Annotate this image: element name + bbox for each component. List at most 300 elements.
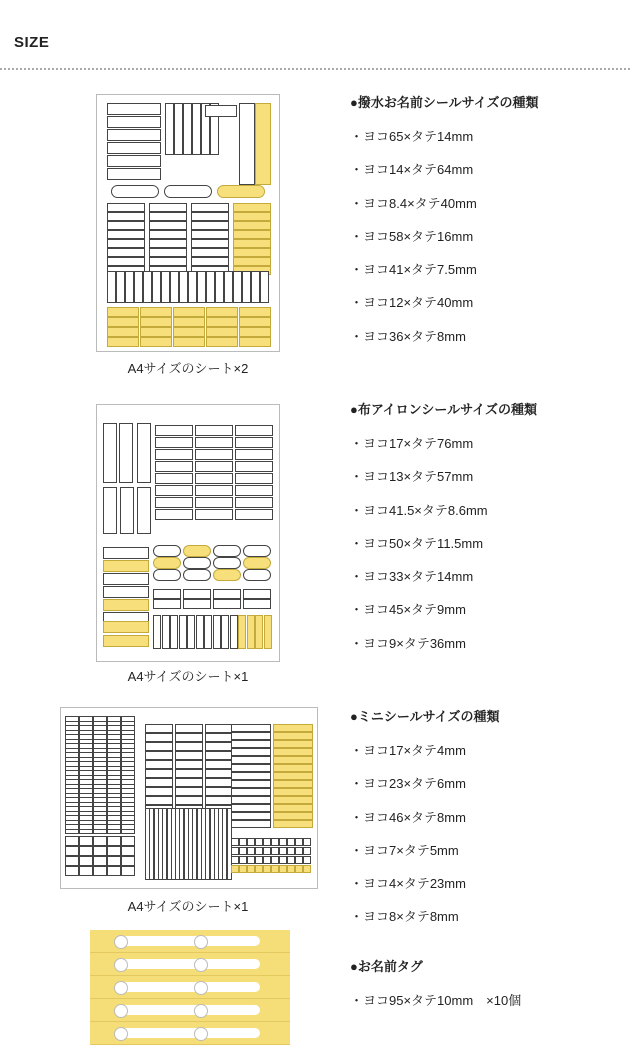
sticker-shape — [271, 838, 279, 846]
sticker-shape — [149, 230, 187, 239]
sticker-shape — [235, 497, 273, 508]
sticker-shape — [235, 473, 273, 484]
sticker-shape — [155, 437, 193, 448]
sticker-shape — [295, 865, 303, 873]
sticker-shape — [206, 327, 238, 337]
sticker-shape — [231, 772, 271, 780]
sticker-shape — [243, 545, 271, 557]
sticker-shape — [175, 769, 203, 778]
sheet-caption-1: A4サイズのシート×2 — [127, 361, 249, 376]
size-item: ・ヨコ23×タテ6mm — [350, 776, 466, 792]
sticker-shape — [233, 212, 271, 221]
sticker-shape — [121, 846, 135, 856]
sticker-shape — [247, 615, 255, 649]
sticker-shape — [230, 615, 238, 649]
sticker-shape — [273, 732, 313, 740]
sticker-shape — [271, 865, 279, 873]
sticker-shape — [273, 788, 313, 796]
sticker-shape — [273, 764, 313, 772]
sticker-shape — [243, 589, 271, 599]
sticker-shape — [243, 569, 271, 581]
sticker-shape — [107, 212, 145, 221]
sticker-shape — [205, 724, 233, 733]
sticker-shape — [183, 569, 211, 581]
sticker-shape — [155, 473, 193, 484]
sticker-shape — [195, 425, 233, 436]
sticker-shape — [231, 804, 271, 812]
sticker-shape — [107, 317, 139, 327]
sticker-shape — [273, 740, 313, 748]
sticker-shape — [239, 337, 271, 347]
sticker-shape — [103, 621, 149, 633]
sticker-shape — [255, 856, 263, 864]
sticker-shape — [149, 248, 187, 257]
sticker-shape — [175, 733, 203, 742]
sticker-shape — [107, 307, 139, 317]
tag-hole-icon — [194, 935, 208, 949]
sticker-shape — [206, 271, 215, 303]
sticker-shape — [140, 317, 172, 327]
sticker-shape — [204, 615, 212, 649]
sticker-shape — [235, 461, 273, 472]
sticker-shape — [303, 847, 311, 855]
tag-hole-icon — [194, 958, 208, 972]
sticker-shape — [206, 307, 238, 317]
sticker-shape — [235, 485, 273, 496]
sticker-shape — [188, 271, 197, 303]
size-item: ・ヨコ13×タテ57mm — [350, 469, 474, 485]
sticker-shape — [239, 856, 247, 864]
sticker-shape — [103, 586, 149, 598]
sticker-shape — [303, 838, 311, 846]
sticker-shape — [152, 271, 161, 303]
size-item: ・ヨコ9×タテ36mm — [350, 635, 466, 651]
size-item: ・ヨコ36×タテ8mm — [350, 328, 466, 344]
sticker-shape — [149, 239, 187, 248]
sticker-shape — [145, 760, 173, 769]
sticker-sheet-mini — [60, 707, 318, 889]
sticker-shape — [162, 615, 170, 649]
tag-hole-icon — [194, 1027, 208, 1041]
sticker-shape — [183, 599, 211, 609]
sticker-shape — [197, 271, 206, 303]
sticker-shape — [279, 856, 287, 864]
sticker-shape — [145, 751, 173, 760]
sticker-shape — [175, 778, 203, 787]
sticker-shape — [233, 239, 271, 248]
sticker-shape — [79, 836, 93, 846]
sticker-shape — [145, 733, 173, 742]
sticker-shape — [145, 769, 173, 778]
sticker-shape — [273, 796, 313, 804]
section-title: ●布アイロンシールサイズの種類 — [350, 402, 538, 417]
sticker-shape — [179, 615, 187, 649]
sticker-shape — [273, 724, 313, 732]
sticker-shape — [273, 748, 313, 756]
sticker-shape — [239, 307, 271, 317]
sticker-shape — [107, 239, 145, 248]
dotted-divider — [0, 68, 630, 70]
size-item: ・ヨコ8.4×タテ40mm — [350, 195, 477, 211]
tag-label-area — [120, 959, 260, 969]
sticker-shape — [231, 788, 271, 796]
sticker-shape — [287, 856, 295, 864]
sticker-shape — [103, 635, 149, 647]
size-item: ・ヨコ41.5×タテ8.6mm — [350, 502, 488, 518]
sticker-shape — [279, 838, 287, 846]
sticker-shape — [255, 103, 271, 185]
sticker-shape — [155, 509, 193, 520]
sticker-shape — [107, 271, 116, 303]
sticker-shape — [103, 599, 149, 611]
sticker-shape — [287, 838, 295, 846]
sticker-shape — [103, 487, 117, 534]
sticker-shape — [107, 116, 161, 128]
sticker-shape — [107, 866, 121, 876]
sticker-shape — [273, 820, 313, 828]
sticker-sheet-iron — [96, 404, 280, 662]
sticker-shape — [205, 751, 233, 760]
sticker-shape — [155, 425, 193, 436]
sticker-shape — [120, 487, 134, 534]
sticker-shape — [107, 203, 145, 212]
sticker-shape — [247, 856, 255, 864]
sticker-shape — [213, 589, 241, 599]
tag-hole-icon — [194, 1004, 208, 1018]
name-tag-illustration — [90, 930, 290, 1045]
name-tag — [90, 999, 290, 1022]
sticker-shape — [107, 327, 139, 337]
sheet-caption-2: A4サイズのシート×1 — [127, 669, 249, 684]
sticker-shape — [205, 787, 233, 796]
sticker-shape — [287, 865, 295, 873]
sticker-shape — [263, 838, 271, 846]
sticker-shape — [137, 423, 151, 483]
sticker-shape — [255, 865, 263, 873]
sticker-shape — [217, 185, 265, 198]
sticker-shape — [238, 615, 246, 649]
sticker-shape — [231, 732, 271, 740]
sticker-shape — [213, 545, 241, 557]
sticker-shape — [173, 307, 205, 317]
sticker-shape — [205, 733, 233, 742]
sticker-shape — [205, 742, 233, 751]
sticker-shape — [149, 221, 187, 230]
sticker-shape — [79, 856, 93, 866]
sticker-shape — [255, 847, 263, 855]
sticker-shape — [206, 317, 238, 327]
sticker-shape — [175, 742, 203, 751]
sticker-shape — [235, 509, 273, 520]
sticker-shape — [173, 337, 205, 347]
sticker-shape — [195, 473, 233, 484]
sticker-shape — [231, 838, 239, 846]
sticker-shape — [273, 780, 313, 788]
size-item: ・ヨコ7×タテ5mm — [350, 842, 459, 858]
tag-label-area — [120, 1028, 260, 1038]
size-item: ・ヨコ65×タテ14mm — [350, 129, 474, 144]
section-title: ●撥水お名前シールサイズの種類 — [350, 95, 539, 110]
sticker-shape — [107, 221, 145, 230]
sticker-shape — [170, 271, 179, 303]
sheet-caption-3: A4サイズのシート×1 — [127, 899, 249, 914]
sticker-shape — [116, 271, 125, 303]
sticker-shape — [121, 866, 135, 876]
sticker-shape — [295, 838, 303, 846]
sticker-shape — [103, 423, 117, 483]
sticker-shape — [140, 307, 172, 317]
sticker-shape — [107, 257, 145, 266]
iron-size-list — [350, 403, 537, 670]
page-title: SIZE — [14, 34, 50, 51]
sticker-shape — [205, 796, 233, 805]
sticker-shape — [125, 271, 134, 303]
sticker-shape — [191, 239, 229, 248]
sticker-shape — [107, 248, 145, 257]
size-item: ・ヨコ50×タテ11.5mm — [350, 535, 484, 551]
sticker-shape — [247, 865, 255, 873]
sticker-shape — [121, 829, 135, 835]
sticker-shape — [215, 271, 224, 303]
sticker-shape — [231, 812, 271, 820]
size-item: ・ヨコ4×タテ23mm — [350, 876, 466, 892]
sticker-shape — [260, 271, 269, 303]
sticker-shape — [231, 847, 239, 855]
sticker-shape — [79, 866, 93, 876]
sticker-shape — [173, 327, 205, 337]
waterproof-size-list — [350, 96, 539, 363]
sticker-shape — [213, 615, 221, 649]
sticker-shape — [251, 271, 260, 303]
sticker-shape — [175, 787, 203, 796]
sticker-shape — [145, 787, 173, 796]
sticker-shape — [271, 856, 279, 864]
sticker-shape — [195, 485, 233, 496]
name-tag — [90, 930, 290, 953]
tag-hole-icon — [114, 981, 128, 995]
sticker-shape — [183, 545, 211, 557]
sticker-shape — [65, 829, 79, 835]
sticker-shape — [233, 248, 271, 257]
sticker-shape — [239, 103, 255, 185]
sticker-shape — [206, 337, 238, 347]
sticker-shape — [233, 221, 271, 230]
sticker-shape — [303, 865, 311, 873]
sticker-shape — [221, 615, 229, 649]
sticker-shape — [107, 129, 161, 141]
sticker-shape — [79, 846, 93, 856]
sticker-shape — [121, 836, 135, 846]
sticker-shape — [153, 569, 181, 581]
sticker-shape — [107, 337, 139, 347]
sticker-shape — [196, 615, 204, 649]
size-item: ・ヨコ14×タテ64mm — [350, 162, 474, 178]
sticker-shape — [231, 856, 239, 864]
sticker-shape — [195, 437, 233, 448]
sticker-shape — [231, 756, 271, 764]
mini-size-list — [350, 710, 500, 944]
sticker-shape — [93, 846, 107, 856]
sticker-shape — [231, 820, 271, 828]
sticker-shape — [231, 796, 271, 804]
sticker-shape — [145, 796, 173, 805]
sticker-shape — [121, 856, 135, 866]
tag-hole-icon — [114, 958, 128, 972]
sticker-shape — [233, 230, 271, 239]
sticker-shape — [183, 557, 211, 569]
sticker-shape — [295, 847, 303, 855]
size-item: ・ヨコ8×タテ8mm — [350, 909, 459, 925]
sticker-shape — [107, 856, 121, 866]
sticker-shape — [213, 557, 241, 569]
sticker-shape — [287, 847, 295, 855]
sticker-shape — [65, 866, 79, 876]
sticker-shape — [191, 221, 229, 230]
sticker-shape — [107, 103, 161, 115]
sticker-shape — [164, 185, 212, 198]
sticker-shape — [235, 437, 273, 448]
name-tag — [90, 1022, 290, 1045]
sticker-shape — [195, 509, 233, 520]
tag-size-list — [350, 960, 521, 1027]
sticker-shape — [140, 327, 172, 337]
sticker-shape — [183, 589, 211, 599]
sticker-shape — [191, 257, 229, 266]
sticker-shape — [224, 271, 233, 303]
section-title: ●お名前タグ — [350, 959, 423, 974]
sticker-shape — [205, 760, 233, 769]
sticker-shape — [233, 257, 271, 266]
sticker-shape — [195, 461, 233, 472]
size-item: ・ヨコ45×タテ9mm — [350, 602, 466, 618]
sticker-shape — [93, 866, 107, 876]
sticker-shape — [213, 569, 241, 581]
sticker-shape — [155, 497, 193, 508]
sticker-shape — [140, 337, 172, 347]
sticker-shape — [195, 497, 233, 508]
sticker-shape — [273, 804, 313, 812]
size-item: ・ヨコ33×タテ14mm — [350, 569, 474, 585]
sticker-shape — [235, 449, 273, 460]
sticker-shape — [239, 317, 271, 327]
sticker-shape — [187, 615, 195, 649]
sticker-shape — [191, 203, 229, 212]
sticker-shape — [175, 751, 203, 760]
sticker-shape — [149, 257, 187, 266]
sticker-shape — [155, 449, 193, 460]
sticker-shape — [175, 760, 203, 769]
sticker-shape — [145, 724, 173, 733]
sticker-shape — [243, 599, 271, 609]
sticker-shape — [145, 742, 173, 751]
sticker-shape — [239, 838, 247, 846]
sticker-shape — [231, 865, 239, 873]
sticker-shape — [107, 168, 161, 180]
tag-label-area — [120, 936, 260, 946]
sticker-shape — [107, 846, 121, 856]
sticker-shape — [191, 212, 229, 221]
sticker-shape — [119, 423, 133, 483]
sticker-shape — [243, 557, 271, 569]
sticker-shape — [153, 557, 181, 569]
sticker-shape — [231, 764, 271, 772]
sticker-shape — [264, 615, 272, 649]
sticker-shape — [107, 836, 121, 846]
sticker-shape — [263, 865, 271, 873]
sticker-shape — [239, 847, 247, 855]
sticker-shape — [263, 847, 271, 855]
sticker-shape — [273, 812, 313, 820]
sticker-shape — [107, 230, 145, 239]
sticker-shape — [255, 838, 263, 846]
size-item: ・ヨコ41×タテ7.5mm — [350, 262, 477, 278]
sticker-shape — [103, 560, 149, 572]
sticker-shape — [191, 248, 229, 257]
tag-hole-icon — [114, 1004, 128, 1018]
sticker-shape — [247, 847, 255, 855]
sticker-shape — [273, 756, 313, 764]
sticker-shape — [149, 203, 187, 212]
sticker-shape — [153, 599, 181, 609]
sticker-shape — [303, 856, 311, 864]
tag-hole-icon — [114, 935, 128, 949]
sticker-shape — [239, 327, 271, 337]
sticker-shape — [65, 836, 79, 846]
sticker-shape — [192, 103, 201, 155]
sticker-sheet-waterproof — [96, 94, 280, 352]
size-item: ・ヨコ12×タテ40mm — [350, 295, 474, 311]
sticker-shape — [111, 185, 159, 198]
sticker-shape — [213, 599, 241, 609]
sticker-shape — [107, 155, 161, 167]
sticker-shape — [65, 846, 79, 856]
sticker-shape — [205, 105, 237, 117]
tag-hole-icon — [114, 1027, 128, 1041]
sticker-shape — [231, 748, 271, 756]
sticker-shape — [242, 271, 251, 303]
sticker-shape — [271, 847, 279, 855]
sticker-shape — [255, 615, 263, 649]
tag-label-area — [120, 982, 260, 992]
sticker-shape — [279, 865, 287, 873]
sticker-shape — [155, 461, 193, 472]
sticker-shape — [93, 836, 107, 846]
size-item: ・ヨコ46×タテ8mm — [350, 809, 466, 825]
sticker-shape — [239, 865, 247, 873]
sticker-shape — [205, 778, 233, 787]
sticker-shape — [93, 829, 107, 835]
sticker-shape — [153, 615, 161, 649]
sticker-shape — [103, 573, 149, 585]
sticker-shape — [149, 212, 187, 221]
name-tag — [90, 953, 290, 976]
sticker-shape — [170, 615, 178, 649]
sticker-shape — [103, 547, 149, 559]
sticker-shape — [175, 724, 203, 733]
sticker-shape — [295, 856, 303, 864]
sticker-shape — [183, 103, 192, 155]
sticker-shape — [93, 856, 107, 866]
sticker-shape — [231, 740, 271, 748]
tag-hole-icon — [194, 981, 208, 995]
sticker-shape — [174, 103, 183, 155]
sticker-shape — [233, 203, 271, 212]
sticker-shape — [191, 230, 229, 239]
sticker-shape — [231, 724, 271, 732]
sticker-shape — [137, 487, 151, 534]
sticker-shape — [195, 449, 233, 460]
sticker-shape — [79, 829, 93, 835]
